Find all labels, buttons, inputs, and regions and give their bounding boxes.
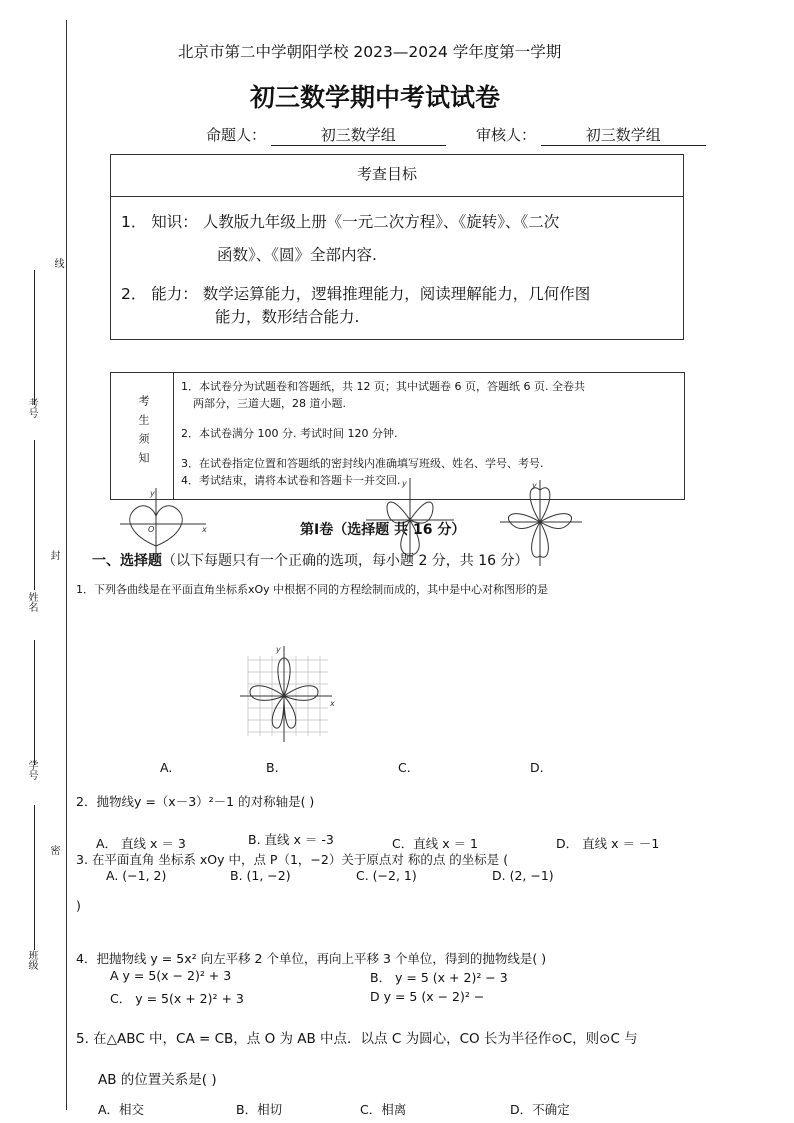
notice-item-1: 1．本试卷分为试题卷和答题纸，共 12 页；其中试题卷 6 页，答题纸 6 页. 全卷共 (181, 380, 585, 393)
objectives-divider (111, 196, 683, 197)
margin-seal-char: 封 (48, 550, 59, 560)
notice-item-1-cont: 两部分，三道大题，28 道小题. (193, 397, 346, 410)
page-title: 初三数学期中考试试卷 (250, 83, 501, 112)
reviewer-label: 审核人： (476, 126, 537, 144)
svg-text:x: x (330, 699, 335, 708)
margin-line-char: 线 (52, 258, 63, 268)
curve-figure-a (112, 484, 210, 558)
q5-stem-line-1: 5. 在△ABC 中，CA = CB，点 O 为 AB 中点．以点 C 为圆心，CO 长为半径作⊙C，则⊙C 与 (76, 1031, 638, 1047)
q2-option-d[interactable]: D． 直线 x ＝ －1 (556, 836, 660, 851)
exam-no-label: 考号 (26, 398, 37, 418)
q5-stem-line-2: AB 的位置关系是( ) (98, 1072, 217, 1088)
q5-option-b[interactable]: B．相切 (236, 1102, 283, 1117)
svg-text:y: y (276, 645, 281, 654)
name-label: 姓名 (26, 592, 37, 612)
q2-stem: 2．抛物线y =（x－3）²－1 的对称轴是( ) (76, 794, 315, 809)
q5-option-d[interactable]: D．不确定 (510, 1102, 570, 1117)
student-no-blank[interactable] (34, 640, 35, 765)
section-1-heading-row (92, 550, 529, 570)
section-1-instruction: （以下每题只有一个正确的选项，每小题 2 分，共 16 分） (162, 553, 529, 569)
q5-option-a[interactable]: A．相交 (98, 1102, 145, 1117)
curve-figure-b (238, 642, 338, 744)
objectives-box (110, 154, 684, 340)
q1-option-b[interactable]: B. (266, 760, 279, 775)
reviewer-field: 初三数学组 (541, 124, 706, 146)
notice-divider (173, 373, 174, 499)
proposer-label: 命题人： (206, 126, 267, 144)
q3-close-paren: ) (76, 898, 81, 913)
q2-option-a[interactable]: A． 直线 x ＝ 3 (96, 836, 186, 851)
section-1-heading: 一、选择题 (92, 553, 162, 569)
q4-option-b[interactable]: B． y = 5 (x + 2)² − 3 (370, 970, 508, 985)
q1-option-d[interactable]: D. (530, 760, 544, 775)
class-blank[interactable] (34, 805, 35, 950)
notice-item-3: 3．在试卷指定位置和答题纸的密封线内准确填写班级、姓名、学号、考号. (181, 457, 544, 470)
q1-option-c[interactable]: C. (398, 760, 411, 775)
q3-stem: 3. 在平面直角 坐标系 xOy 中，点 P（1，−2）关于原点对 称的点 的坐标是 ( (76, 852, 509, 867)
q3-option-b[interactable]: B. (1, −2) (230, 868, 291, 883)
notice-side-label: 考生须知 (137, 395, 150, 471)
binding-margin-line (66, 20, 67, 1110)
margin-dense-char: 密 (48, 845, 59, 855)
q4-option-d[interactable]: D y = 5 (x − 2)² − (370, 989, 485, 1004)
svg-text:y: y (150, 489, 155, 498)
proposer-field: 初三数学组 (271, 124, 446, 146)
name-blank[interactable] (34, 440, 35, 590)
notice-item-2: 2．本试卷满分 100 分. 考试时间 120 分钟. (181, 427, 398, 440)
svg-text:O: O (148, 525, 155, 534)
reviewer-row (476, 124, 706, 146)
objective-item-2-cont: 能力，数形结合能力. (215, 308, 360, 326)
q2-option-c[interactable]: C．直线 x ＝ 1 (392, 836, 478, 851)
q2-option-b[interactable]: B. 直线 x ＝ -3 (248, 832, 334, 847)
q3-option-a[interactable]: A. (−1, 2) (106, 868, 167, 883)
objective-item-1: 1． 知识： 人教版九年级上册《一元二次方程》、《旋转》、《二次 (121, 213, 560, 231)
objective-item-2: 2． 能力： 数学运算能力，逻辑推理能力，阅读理解能力，几何作图 (121, 285, 591, 303)
school-term-line: 北京市第二中学朝阳学校 2023—2024 学年度第一学期 (178, 43, 562, 61)
q3-option-c[interactable]: C. (−2, 1) (356, 868, 417, 883)
q5-option-c[interactable]: C．相离 (360, 1102, 407, 1117)
svg-text:y: y (402, 479, 407, 488)
q4-stem: 4．把抛物线 y = 5x² 向左平移 2 个单位，再向上平移 3 个单位，得到的抛物线是( ) (76, 951, 547, 966)
proposer-row (206, 124, 446, 146)
class-label: 班级 (26, 950, 37, 970)
notice-item-4: 4．考试结束，请将本试卷和答题卡一并交回. (181, 474, 401, 487)
objective-item-1-cont: 函数》、《圆》全部内容. (217, 246, 377, 264)
section-1-title: 第Ⅰ卷（选择题 共 16 分） (300, 522, 466, 538)
q1-stem: 1．下列各曲线是在平面直角坐标系xOy 中根据不同的方程绘制而成的，其中是中心对称图形的是 (76, 583, 549, 596)
q3-option-d[interactable]: D. (2, −1) (492, 868, 554, 883)
objectives-heading: 考查目标 (357, 165, 418, 183)
q4-option-c[interactable]: C． y = 5(x + 2)² + 3 (110, 991, 244, 1006)
svg-text:x: x (202, 525, 207, 534)
q1-option-a[interactable]: A. (160, 760, 173, 775)
student-no-label: 学号 (26, 760, 37, 780)
exam-no-blank[interactable] (34, 270, 35, 405)
q4-option-a[interactable]: A y = 5(x − 2)² + 3 (110, 968, 232, 983)
svg-text:y: y (532, 481, 537, 490)
